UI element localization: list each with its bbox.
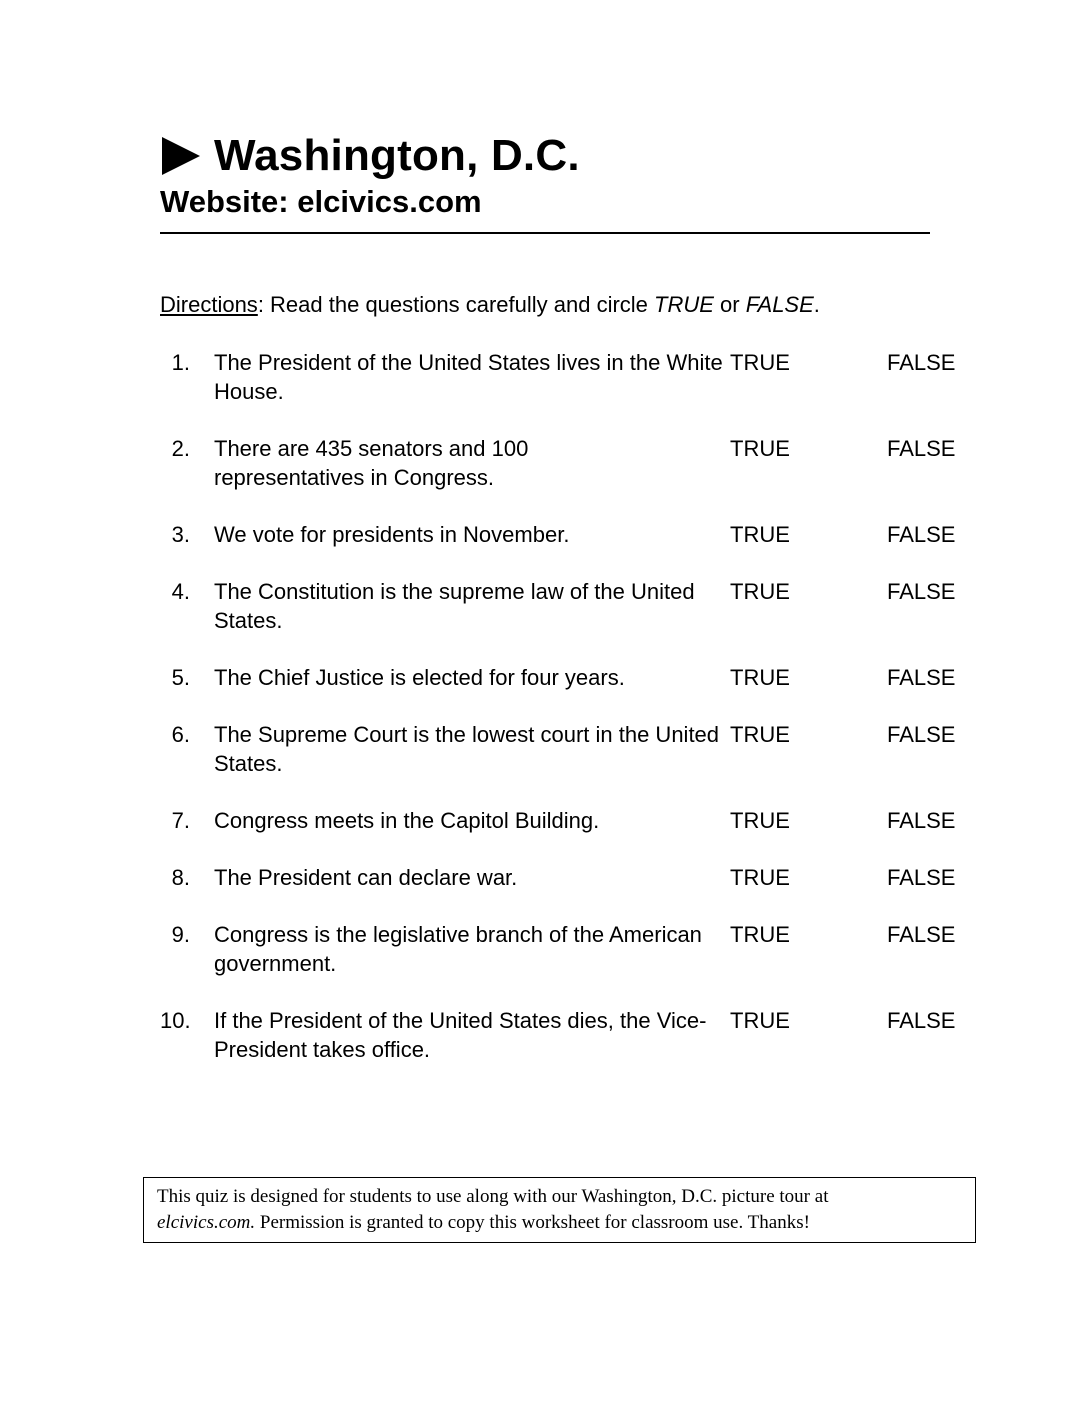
question-text: The Chief Justice is elected for four years. xyxy=(214,665,625,690)
true-option[interactable]: TRUE xyxy=(730,865,790,890)
directions-or: or xyxy=(713,292,746,317)
question-number: 7. xyxy=(171,808,190,833)
question-text: Congress is the legislative branch of the American government. xyxy=(214,922,702,976)
directions-period: . xyxy=(813,292,820,317)
false-option[interactable]: FALSE xyxy=(887,922,956,947)
title-row xyxy=(160,128,930,184)
question-item xyxy=(160,920,1000,1006)
question-text: We vote for presidents in November. xyxy=(214,522,570,547)
false-option[interactable]: FALSE xyxy=(887,665,956,690)
question-number: 9. xyxy=(171,922,190,947)
question-number: 5. xyxy=(171,665,190,690)
directions-text: : Read the questions carefully and circle xyxy=(257,292,655,317)
header-divider xyxy=(160,232,930,234)
footer-note-box xyxy=(143,1177,976,1243)
play-arrow-icon xyxy=(162,137,200,175)
false-option[interactable]: FALSE xyxy=(887,1008,956,1033)
question-text: The Supreme Court is the lowest court in the United States. xyxy=(214,722,720,776)
question-item xyxy=(160,720,1000,806)
directions-true-word: TRUE xyxy=(654,292,714,317)
true-option[interactable]: TRUE xyxy=(730,436,790,461)
question-number: 3. xyxy=(171,522,190,547)
question-item xyxy=(160,577,1000,663)
question-item xyxy=(160,1006,1000,1092)
false-option[interactable]: FALSE xyxy=(887,865,956,890)
true-option[interactable]: TRUE xyxy=(730,522,790,547)
question-item xyxy=(160,434,1000,520)
question-number: 1. xyxy=(171,350,190,375)
true-option[interactable]: TRUE xyxy=(730,350,790,375)
true-option[interactable]: TRUE xyxy=(730,1008,790,1033)
question-text: There are 435 senators and 100 representatives in Congress. xyxy=(214,436,529,490)
false-option[interactable]: FALSE xyxy=(887,522,956,547)
question-item xyxy=(160,520,1000,577)
footer-site-link: elcivics.com. xyxy=(157,1212,256,1233)
question-text: The President can declare war. xyxy=(214,865,518,890)
true-option[interactable]: TRUE xyxy=(730,922,790,947)
question-number: 4. xyxy=(171,579,190,604)
worksheet-header xyxy=(160,128,930,222)
question-list xyxy=(160,348,1000,1092)
false-option[interactable]: FALSE xyxy=(887,579,956,604)
directions xyxy=(160,290,820,320)
question-text: The Constitution is the supreme law of the United States. xyxy=(214,579,695,633)
true-option[interactable]: TRUE xyxy=(730,665,790,690)
true-option[interactable]: TRUE xyxy=(730,808,790,833)
false-option[interactable]: FALSE xyxy=(887,722,956,747)
website-subtitle: Website: elcivics.com xyxy=(160,184,482,219)
directions-false-word: FALSE xyxy=(745,292,814,317)
footer-permission-text: Permission is granted to copy this worksheet for classroom use. Thanks! xyxy=(255,1212,810,1233)
question-number: 8. xyxy=(171,865,190,890)
true-option[interactable]: TRUE xyxy=(730,722,790,747)
question-number: 6. xyxy=(171,722,190,747)
false-option[interactable]: FALSE xyxy=(887,350,956,375)
false-option[interactable]: FALSE xyxy=(887,808,956,833)
false-option[interactable]: FALSE xyxy=(887,436,956,461)
question-number: 2. xyxy=(171,436,190,461)
question-text: The President of the United States lives in the White House. xyxy=(214,350,723,404)
question-text: Congress meets in the Capitol Building. xyxy=(214,808,600,833)
directions-label: Directions xyxy=(160,292,258,317)
question-item xyxy=(160,663,1000,720)
question-number: 10. xyxy=(160,1008,191,1033)
footer-line-1: This quiz is designed for students to use along with our Washington, D.C. picture tour at xyxy=(157,1186,829,1207)
question-item xyxy=(160,348,1000,434)
true-option[interactable]: TRUE xyxy=(730,579,790,604)
question-item xyxy=(160,863,1000,920)
question-text: If the President of the United States dies, the Vice-President takes office. xyxy=(214,1008,707,1062)
footer-line-2 xyxy=(157,1210,975,1236)
question-item xyxy=(160,806,1000,863)
page-title: Washington, D.C. xyxy=(214,131,580,180)
